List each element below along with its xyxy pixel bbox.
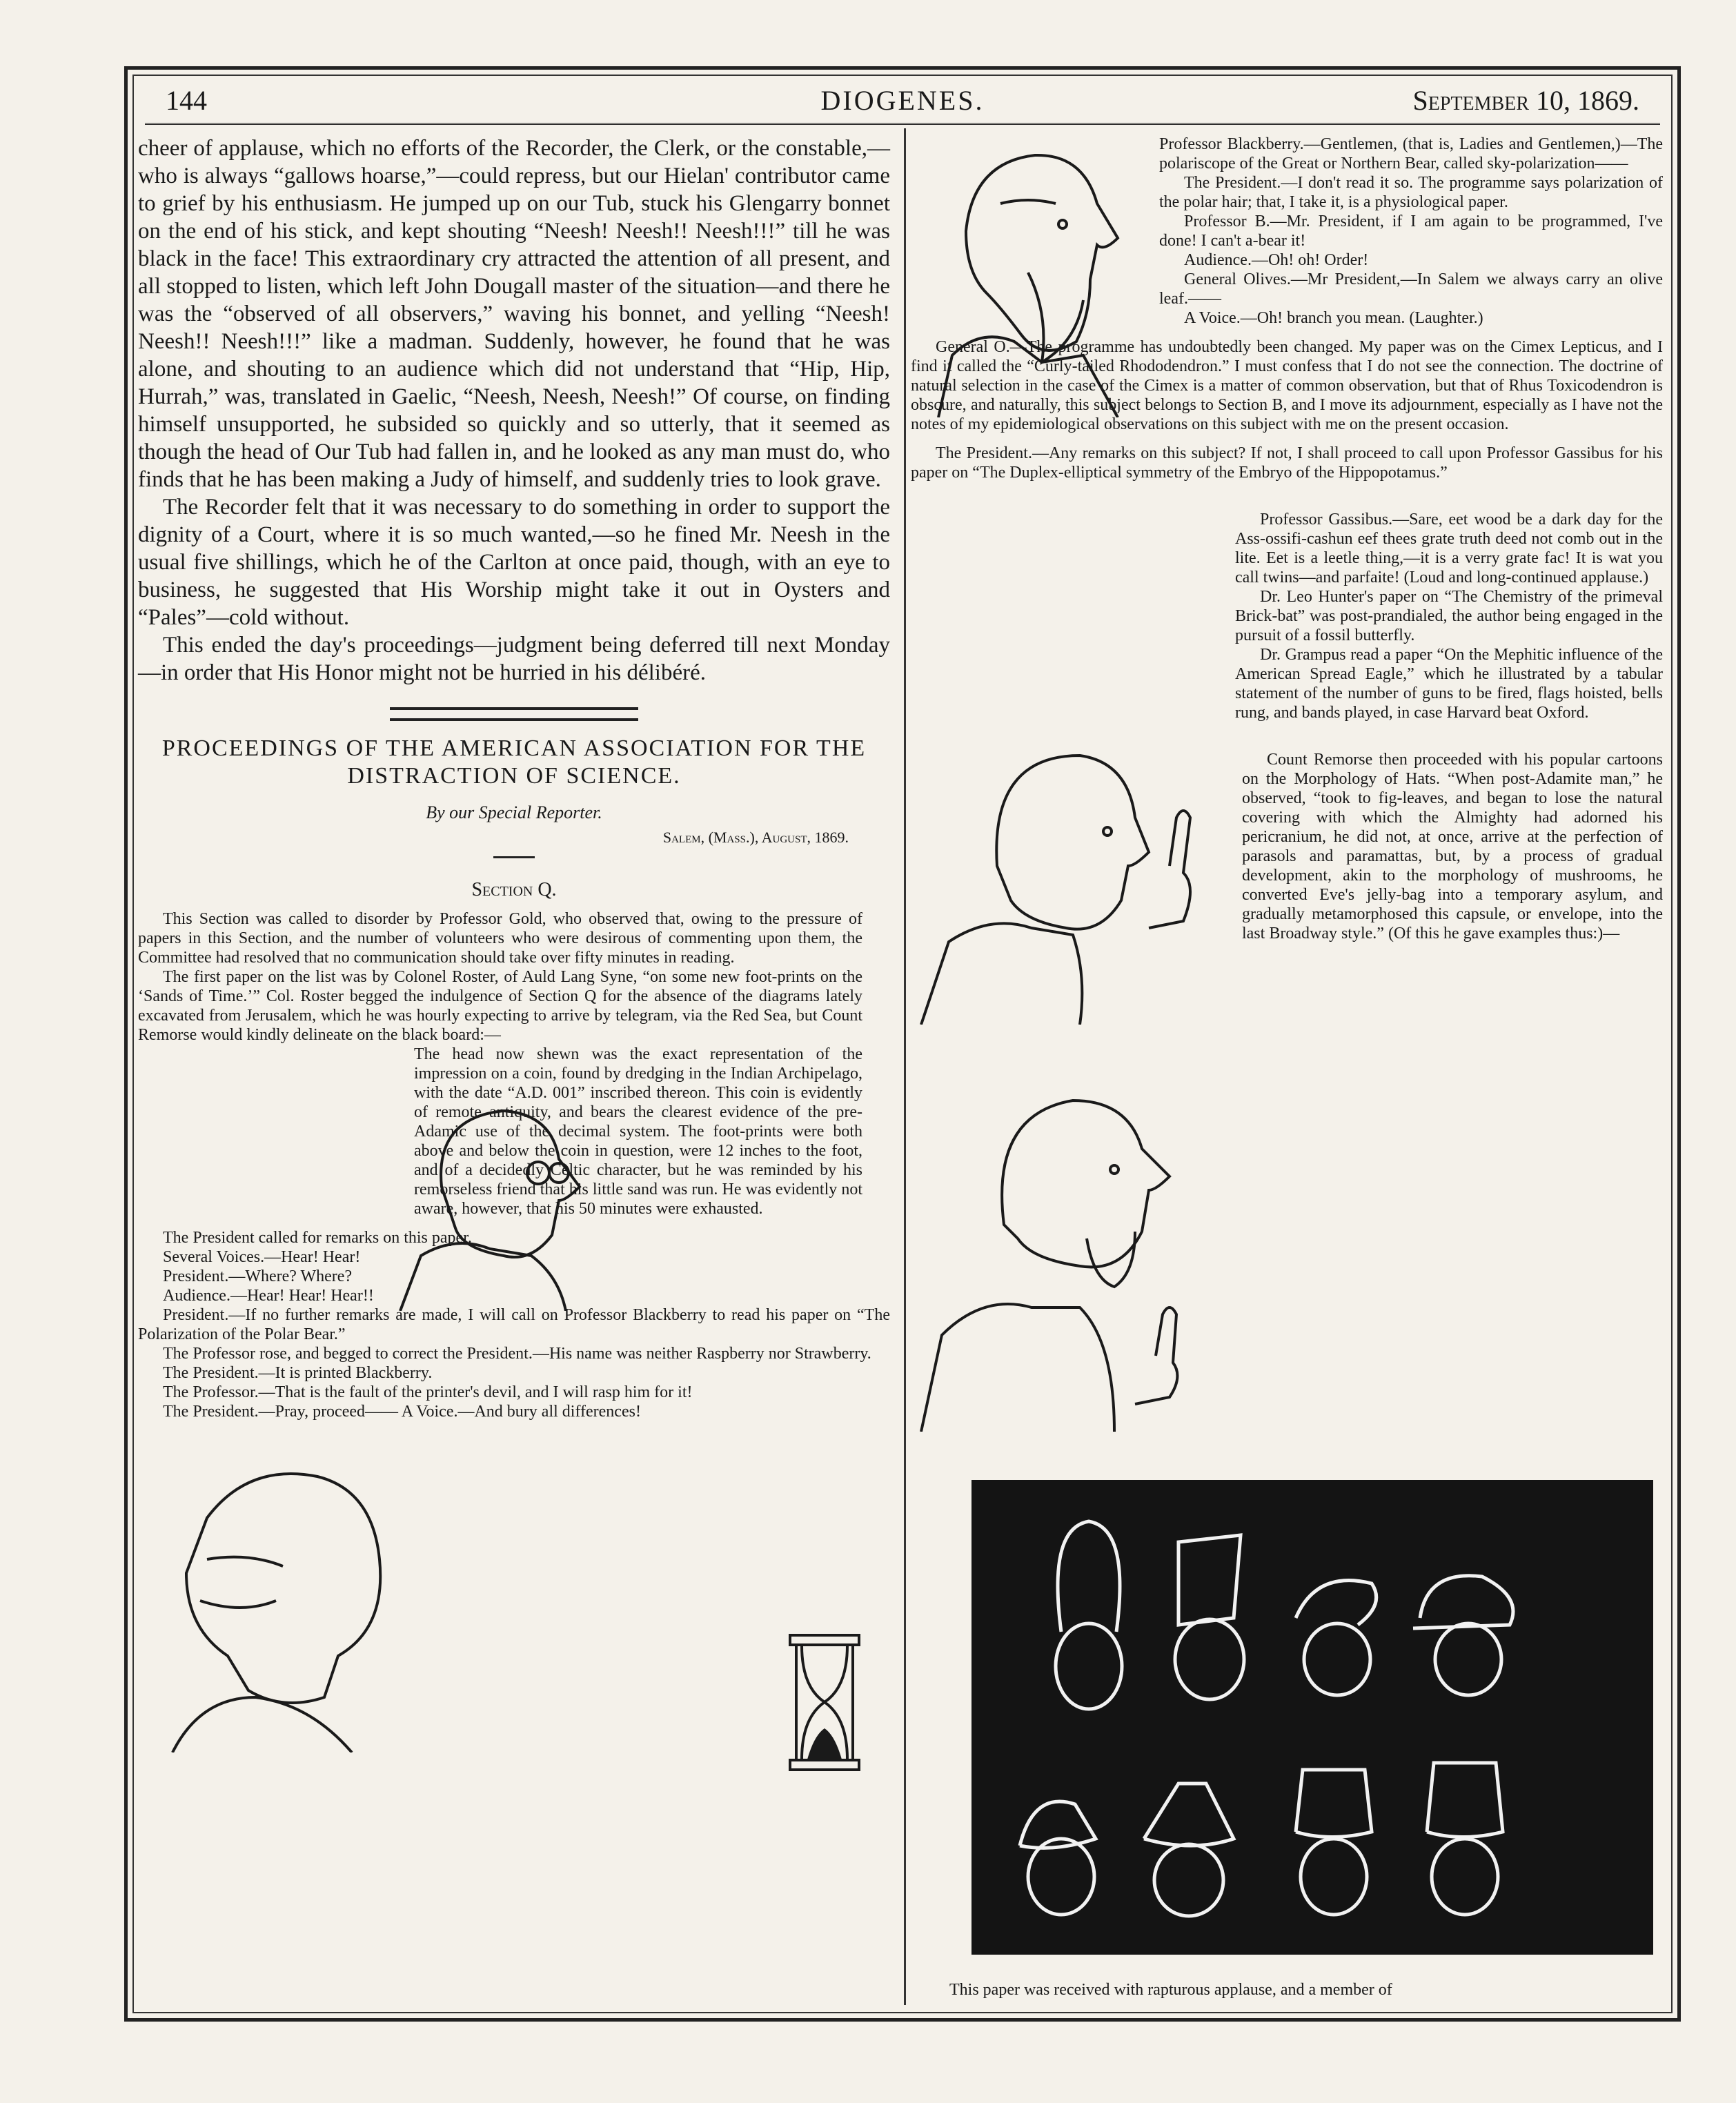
journal-title: DIOGENES. bbox=[820, 85, 985, 116]
dialogue-line: Professor Gassibus.—Sare, eet wood be a dark day for the Ass-ossifi-cashun eef thees grate truth deed not comb out in the lite. Eet is a leetle thing,—it is a verry grate fac! It is wat you call twins—and parfaite! (Loud and long-continued applause.) bbox=[1235, 511, 1663, 586]
portrait-blackberry bbox=[925, 135, 1159, 417]
paragraph: The head now shewn was the exact representation of the impression on a coin, found by dredging in the Indian Archipelago, with the date “A.D. 001” inscribed thereon. This coin is evidently of remote antiquity, and bears the clearest evidence of the pre-Adamic use of the decimal system. The foot-prints were both above and below the coin in question, were 12 inches to the foot, and of a decidedly Celtic character, but he was reminded by his remorseless friend that his little sand was run. He was evidently not aware, however, that his 50 minutes were exhausted. bbox=[414, 1045, 862, 1218]
portrait-count-remorse bbox=[907, 1073, 1239, 1432]
article-heading: PROCEEDINGS OF THE AMERICAN ASSOCIATION FOR THE DISTRACTION OF SCIENCE. bbox=[161, 735, 867, 789]
hourglass-icon bbox=[787, 1632, 862, 1773]
dialogue-line: Several Voices.—Hear! Hear! bbox=[163, 1248, 361, 1266]
short-rule bbox=[493, 856, 535, 858]
portrait-colonel-roster bbox=[386, 1097, 621, 1311]
portrait-gassibus bbox=[907, 728, 1239, 1025]
paragraph: Count Remorse then proceeded with his popular cartoons on the Morphology of Hats. “When post-Adamite man,” he observed, “took to fig-leaves, and began to lose the natural covering with which the Almighty had adorned his pericranium, he did not, at once, arrive at the perfection of parasols and paramattas, but, by a process of gradual development, akin to the morphology of mushrooms, he converted Eve's jelly-bag into a temporary asylum, and gradually metamorphosed this capsule, or envelope, into the last Broadway style.” (Of this he gave examples thus:)— bbox=[1242, 751, 1663, 942]
paragraph: This paper was received with rapturous applause, and a member of bbox=[949, 1981, 1392, 1999]
dialogue-line: The Professor.—That is the fault of the printer's devil, and I will rasp him for it! bbox=[163, 1383, 693, 1401]
paragraph: This Section was called to disorder by Professor Gold, who observed that, owing to the pressure of papers in this Section, and the number of volunteers who were desirous of commenting upon them, the Committee had resolved that no communication should take over fifty minutes in reading. bbox=[138, 910, 862, 967]
dialogue-line: The Professor rose, and begged to correct the President.—His name was neither Raspberry nor Strawberry. bbox=[163, 1345, 871, 1363]
masthead bbox=[145, 81, 1660, 125]
dialogue-line: Professor B.—Mr. President, if I am again to be programmed, I've done! I can't a-bear it! bbox=[1159, 213, 1663, 250]
byline: By our Special Reporter. bbox=[426, 802, 602, 822]
hat-morphology-illustration bbox=[971, 1480, 1653, 1955]
paragraph: The Recorder felt that it was necessary to do something in order to support the dignity of a Court, where it is so much wanted,—so he fined Mr. Neesh in the usual five shillings, which he of the Carlton at once paid, though, with an eye to business, he suggested that His Worship might take it out in Oysters and “Pales”—cold without. bbox=[138, 495, 890, 630]
dialogue-line: Audience.—Oh! oh! Order! bbox=[1184, 251, 1369, 269]
column-divider bbox=[904, 128, 906, 2005]
dialogue-line: A Voice.—Oh! branch you mean. (Laughter.) bbox=[1184, 309, 1483, 327]
paragraph: General O.—The programme has undoubtedly been changed. My paper was on the Cimex Lepticus, and I find it called the “Curly-tailed Rhododendron.” I must confess that I do not see the connection. The doctrine of natural selection in the case of the Cimex is a matter of common observation, but that of Rhus Toxicodendron is obscure, and naturally, this subject belongs to Section B, and I move its adjournment, especially as I have not the notes of my epidemiological observations on this subject with me on the present occasion. bbox=[911, 338, 1663, 433]
page-number: 144 bbox=[166, 85, 207, 116]
dialogue-line: The President.—It is printed Blackberry. bbox=[163, 1364, 433, 1382]
paragraph: Dr. Grampus read a paper “On the Mephitic influence of the American Spread Eagle,” which he illustrated by a tabular statement of the number of guns to be fired, flags hoisted, bells rung, and bands played, in case Harvard beat Oxford. bbox=[1235, 646, 1663, 722]
paragraph: The President.—Any remarks on this subject? If not, I shall proceed to call upon Professor Gassibus for his paper on “The Duplex-elliptical symmetry of the Embryo of the Hippopotamus.” bbox=[911, 444, 1663, 482]
issue-date: September 10, 1869. bbox=[1412, 85, 1639, 116]
dialogue-line: Audience.—Hear! Hear! Hear!! bbox=[163, 1287, 374, 1305]
paragraph: The first paper on the list was by Colonel Roster, of Auld Lang Syne, “on some new foot-prints on the ‘Sands of Time.’” Col. Roster begged the indulgence of Section Q for the absence of the diagrams lately excavated from Jerusalem, which he was hourly expecting to arrive by telegram, via the Red Sea, but Count Remorse would kindly delineate on the black board:— bbox=[138, 968, 862, 1044]
paragraph: Dr. Leo Hunter's paper on “The Chemistry of the primeval Brick-bat” was post-prandialed, the author being engaged in the pursuit of a fossil butterfly. bbox=[1235, 588, 1663, 644]
paragraph: cheer of applause, which no efforts of the Recorder, the Clerk, or the constable,—who is always “gallows hoarse,”—could repress, but our Hielan' contributor came to grief by his enthusiasm. He jumped up on our Tub, stuck his Glengarry bonnet on the end of his stick, and kept shouting “Neesh! Neesh!! Neesh!!!” till he was black in the face! This extraordinary cry attracted the attention of all present, and all stopped to listen, which left John Dougall master of the situation—and there he was the “observed of all observers,” waving his bonnet, and yelling “Neesh! Neesh!! Neesh!!!” like a madman. Suddenly, however, he found that he was alone, and shouting to an audience which did not understand that “Hip, Hip, Hurrah,” was, translated in Gaelic, “Neesh, Neesh, Neesh!” Of course, on finding himself unsupported, he subsided so quickly and so utterly, that it seemed as though the head of Our Tub had fallen in, and he looked as any man must do, who finds that he has been making a Judy of himself, and suddenly tries to look grave. bbox=[138, 136, 890, 492]
dialogue-line: Professor Blackberry.—Gentlemen, (that is, Ladies and Gentlemen,)—The polariscope of the Great or Northern Bear, called sky-polarization—— bbox=[1159, 135, 1663, 172]
section-rule bbox=[390, 707, 638, 721]
dialogue-line: General Olives.—Mr President,—In Salem we always carry an olive leaf.—— bbox=[1159, 270, 1663, 308]
dialogue-line: President.—If no further remarks are made, I will call on Professor Blackberry to read his paper on “The Polarization of the Polar Bear.” bbox=[138, 1306, 890, 1343]
paragraph: This ended the day's proceedings—judgment being deferred till next Monday—in order that His Honor might not be hurried in his délibéré. bbox=[138, 633, 890, 685]
dialogue-line: President.—Where? Where? bbox=[163, 1267, 353, 1285]
dialogue-line: The President.—I don't read it so. The programme says polarization of the polar hair; that, I take it, is a physiological paper. bbox=[1159, 174, 1663, 211]
section-heading: Section Q. bbox=[471, 879, 557, 900]
dialogue-line: The President.—Pray, proceed—— A Voice.—And bury all differences! bbox=[163, 1403, 641, 1421]
dateline: Salem, (Mass.), August, 1869. bbox=[662, 829, 849, 846]
dialogue-line: The President called for remarks on this paper. bbox=[163, 1229, 472, 1247]
coin-head-sketch bbox=[145, 1449, 407, 1752]
